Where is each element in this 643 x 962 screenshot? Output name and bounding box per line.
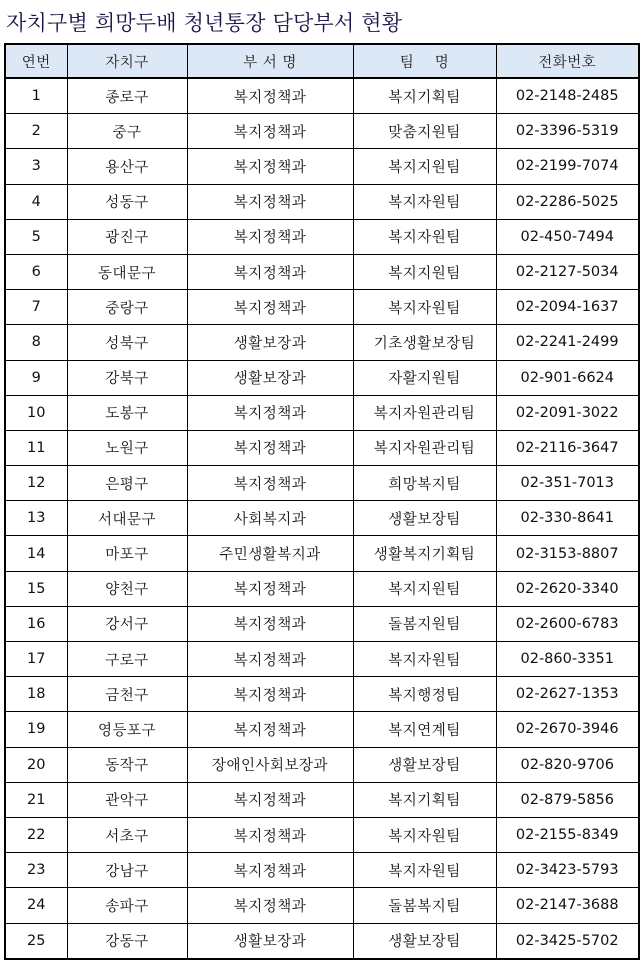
table-row [5,149,639,184]
cell-no: 22 [5,817,67,852]
cell-no: 6 [5,254,67,289]
cell-no: 17 [5,642,67,677]
cell-team: 생활복지기획팀 [353,536,496,571]
cell-phone: 02-330-8641 [496,501,639,536]
cell-phone: 02-3153-8807 [496,536,639,571]
cell-team: 복지지원팀 [353,254,496,289]
department-table [4,43,640,960]
cell-team: 복지자원팀 [353,290,496,325]
cell-no: 10 [5,395,67,430]
cell-district: 중구 [67,114,187,149]
table-row [5,677,639,712]
cell-no: 18 [5,677,67,712]
table-row [5,290,639,325]
cell-team: 복지자원팀 [353,853,496,888]
cell-phone: 02-2241-2499 [496,325,639,360]
cell-district: 강남구 [67,853,187,888]
cell-team: 생활보장팀 [353,747,496,782]
cell-district: 종로구 [67,78,187,114]
cell-no: 2 [5,114,67,149]
cell-phone: 02-2286-5025 [496,184,639,219]
header-phone: 전화번호 [496,44,639,78]
cell-district: 구로구 [67,642,187,677]
cell-department: 생활보장과 [187,923,353,959]
table-row [5,184,639,219]
cell-district: 마포구 [67,536,187,571]
cell-phone: 02-2127-5034 [496,254,639,289]
cell-department: 복지정책과 [187,782,353,817]
table-row [5,536,639,571]
table-row [5,853,639,888]
cell-team: 복지자원팀 [353,184,496,219]
table-row [5,642,639,677]
cell-department: 복지정책과 [187,254,353,289]
table-row [5,254,639,289]
cell-no: 5 [5,219,67,254]
cell-no: 16 [5,606,67,641]
table-header-row [5,44,639,78]
table-row [5,817,639,852]
cell-department: 복지정책과 [187,888,353,923]
cell-team: 복지자원팀 [353,642,496,677]
cell-district: 금천구 [67,677,187,712]
cell-department: 복지정책과 [187,712,353,747]
table-row [5,395,639,430]
cell-department: 복지정책과 [187,817,353,852]
cell-team: 생활보장팀 [353,501,496,536]
cell-phone: 02-2116-3647 [496,430,639,465]
header-department: 부 서 명 [187,44,353,78]
cell-no: 3 [5,149,67,184]
cell-no: 1 [5,78,67,114]
cell-phone: 02-2620-3340 [496,571,639,606]
cell-district: 중랑구 [67,290,187,325]
table-row [5,923,639,959]
cell-phone: 02-2199-7074 [496,149,639,184]
cell-no: 14 [5,536,67,571]
cell-phone: 02-860-3351 [496,642,639,677]
cell-district: 송파구 [67,888,187,923]
cell-no: 19 [5,712,67,747]
cell-no: 20 [5,747,67,782]
cell-department: 장애인사회보장과 [187,747,353,782]
cell-phone: 02-2670-3946 [496,712,639,747]
header-team: 팀 명 [353,44,496,78]
cell-district: 관악구 [67,782,187,817]
cell-department: 복지정책과 [187,184,353,219]
table-row [5,78,639,114]
cell-team: 자활지원팀 [353,360,496,395]
cell-team: 복지기획팀 [353,782,496,817]
cell-team: 기초생활보장팀 [353,325,496,360]
cell-team: 희망복지팀 [353,466,496,501]
table-row [5,360,639,395]
cell-phone: 02-3423-5793 [496,853,639,888]
table-row [5,571,639,606]
cell-team: 생활보장팀 [353,923,496,959]
cell-district: 성북구 [67,325,187,360]
cell-team: 복지자원관리팀 [353,395,496,430]
cell-department: 생활보장과 [187,360,353,395]
cell-district: 광진구 [67,219,187,254]
cell-phone: 02-2600-6783 [496,606,639,641]
cell-department: 복지정책과 [187,290,353,325]
cell-district: 성동구 [67,184,187,219]
cell-department: 복지정책과 [187,606,353,641]
table-row [5,747,639,782]
cell-team: 복지지원팀 [353,149,496,184]
cell-no: 24 [5,888,67,923]
cell-department: 복지정책과 [187,114,353,149]
table-row [5,430,639,465]
cell-no: 9 [5,360,67,395]
cell-district: 동작구 [67,747,187,782]
cell-no: 12 [5,466,67,501]
cell-no: 4 [5,184,67,219]
table-row [5,466,639,501]
cell-no: 23 [5,853,67,888]
cell-department: 복지정책과 [187,219,353,254]
cell-team: 복지자원관리팀 [353,430,496,465]
cell-no: 7 [5,290,67,325]
cell-phone: 02-3396-5319 [496,114,639,149]
table-row [5,712,639,747]
cell-team: 복지지원팀 [353,571,496,606]
table-row [5,888,639,923]
cell-team: 맞춤지원팀 [353,114,496,149]
table-row [5,501,639,536]
cell-district: 강서구 [67,606,187,641]
cell-team: 복지기획팀 [353,78,496,114]
cell-no: 13 [5,501,67,536]
cell-department: 복지정책과 [187,571,353,606]
cell-phone: 02-450-7494 [496,219,639,254]
cell-department: 복지정책과 [187,430,353,465]
cell-district: 강북구 [67,360,187,395]
cell-no: 11 [5,430,67,465]
cell-department: 주민생활복지과 [187,536,353,571]
cell-phone: 02-901-6624 [496,360,639,395]
header-no: 연번 [5,44,67,78]
cell-district: 노원구 [67,430,187,465]
cell-team: 복지행정팀 [353,677,496,712]
cell-phone: 02-2094-1637 [496,290,639,325]
cell-district: 도봉구 [67,395,187,430]
cell-team: 돌봄복지팀 [353,888,496,923]
table-row [5,114,639,149]
cell-district: 동대문구 [67,254,187,289]
cell-no: 25 [5,923,67,959]
cell-phone: 02-2155-8349 [496,817,639,852]
header-district: 자치구 [67,44,187,78]
cell-phone: 02-879-5856 [496,782,639,817]
cell-phone: 02-2147-3688 [496,888,639,923]
table-row [5,606,639,641]
cell-district: 강동구 [67,923,187,959]
cell-team: 복지자원팀 [353,219,496,254]
cell-no: 21 [5,782,67,817]
cell-no: 8 [5,325,67,360]
cell-phone: 02-2627-1353 [496,677,639,712]
page-title: 자치구별 희망두배 청년통장 담당부서 현황 [6,11,403,35]
cell-district: 용산구 [67,149,187,184]
cell-team: 돌봄지원팀 [353,606,496,641]
cell-district: 양천구 [67,571,187,606]
cell-district: 은평구 [67,466,187,501]
cell-department: 사회복지과 [187,501,353,536]
cell-team: 복지자원팀 [353,817,496,852]
cell-team: 복지연계팀 [353,712,496,747]
cell-department: 생활보장과 [187,325,353,360]
cell-department: 복지정책과 [187,395,353,430]
table-row [5,782,639,817]
cell-department: 복지정책과 [187,149,353,184]
cell-district: 서초구 [67,817,187,852]
cell-department: 복지정책과 [187,466,353,501]
table-row [5,219,639,254]
cell-department: 복지정책과 [187,78,353,114]
cell-district: 영등포구 [67,712,187,747]
cell-phone: 02-3425-5702 [496,923,639,959]
cell-department: 복지정책과 [187,853,353,888]
cell-phone: 02-2091-3022 [496,395,639,430]
table-body [5,78,639,959]
cell-department: 복지정책과 [187,677,353,712]
cell-phone: 02-2148-2485 [496,78,639,114]
table-row [5,325,639,360]
cell-district: 서대문구 [67,501,187,536]
cell-no: 15 [5,571,67,606]
cell-phone: 02-351-7013 [496,466,639,501]
cell-department: 복지정책과 [187,642,353,677]
cell-phone: 02-820-9706 [496,747,639,782]
